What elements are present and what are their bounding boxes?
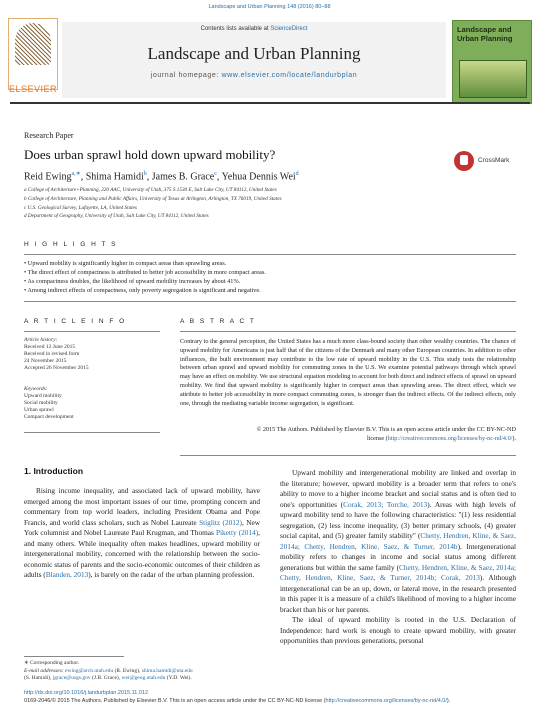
affiliation: a College of Architecture+Planning, 220 AAC, University of Utah, 375 S 1530 E, Salt Lake City, UT 84112, United States <box>24 187 277 193</box>
issn-line <box>24 698 524 705</box>
elsevier-tree-logo <box>8 18 58 90</box>
email-link[interactable]: jgrace@usgs.gov <box>52 675 91 681</box>
author-name[interactable]: Yehua Dennis Wei <box>221 171 296 183</box>
author-separator: , <box>146 171 152 183</box>
history-label: Article history: <box>24 337 58 343</box>
article-history <box>24 337 160 372</box>
intro-left-column <box>24 486 260 581</box>
keywords-label: Keywords: <box>24 386 48 392</box>
author-affil-sup[interactable]: a,∗ <box>71 171 81 177</box>
publisher-name: ELSEVIER <box>8 84 58 94</box>
issn-text: 0169-2046/© 2015 The Authors. Published by Elsevier B.V. This is an open access article under the CC BY-NC-ND license ( <box>24 698 326 704</box>
section-heading: 1. Introduction <box>24 466 84 476</box>
author-affil-sup[interactable]: c <box>214 171 217 177</box>
author-affil-sup[interactable]: d <box>295 171 299 177</box>
citation-link[interactable]: Chetty, Hendren, Kline, & Saez, 2014a; Chetty, Hendren, Kline, Saez, & Turner, 2014b; Corak, 2013 <box>280 562 517 582</box>
citation-link[interactable]: Stiglitz (2012) <box>199 517 242 527</box>
citation-link[interactable]: Blanden, 2013 <box>45 570 89 579</box>
history-item: Received in revised form <box>24 351 80 357</box>
intro-right-column <box>280 468 516 647</box>
highlights-heading: H I G H L I G H T S <box>24 241 118 248</box>
license-link[interactable]: http://creativecommons.org/licenses/by-nc-nd/4.0/ <box>387 435 513 442</box>
citation-link[interactable]: Chetty, Hendren, Kline, & Saez, 2014a; Chetty, Hendren, Kline, Saez, & Turner, 2014b <box>280 531 516 551</box>
sciencedirect-link[interactable]: ScienceDirect <box>270 26 308 32</box>
citation-link[interactable]: Piketty (2014) <box>215 528 259 537</box>
crossmark-badge[interactable] <box>454 150 512 174</box>
doi-link[interactable]: http://dx.doi.org/10.1016/j.landurbplan.2015.11.012 <box>24 690 149 696</box>
keyword: Social mobility <box>24 400 58 406</box>
divider <box>24 331 160 332</box>
author-affil-sup[interactable]: b <box>143 171 147 177</box>
tree-icon <box>15 23 51 65</box>
footnote-divider <box>24 656 124 657</box>
author-name[interactable]: Shima Hamidi <box>85 171 144 183</box>
history-item: Accepted 26 November 2015 <box>24 365 89 371</box>
body-text: Upward mobility and intergenerational mobility are linked and overlap in the literature; however, upward mobility is a broader term that refers to one's ability to move to a higher income bracket and social status and is often tied to one's opportunities ( <box>280 468 516 509</box>
journal-cover[interactable] <box>452 20 532 104</box>
crossmark-label: CrossMark <box>478 157 510 164</box>
copyright-line: © 2015 The Authors. Published by Elsevier B.V. This is an open access article under the CC BY-NC-ND <box>256 426 516 433</box>
journal-citation[interactable]: Landscape and Urban Planning 148 (2016) 80–88 <box>208 4 331 10</box>
email-label: E-mail addresses: <box>24 668 66 674</box>
email-addresses <box>24 668 274 682</box>
license-line <box>180 435 516 442</box>
crossmark-icon <box>454 151 474 171</box>
article-type: Research Paper <box>24 131 74 140</box>
keyword: Upward mobility <box>24 393 62 399</box>
keyword: Urban sprawl <box>24 407 54 413</box>
keyword: Compact development <box>24 414 74 420</box>
cover-image <box>459 60 527 98</box>
header-divider <box>10 102 530 104</box>
email-link[interactable]: shima.hamidi@uta.edu <box>141 668 193 674</box>
body-text: Rising income inequality, and associated lack of upward mobility, have emerged among the most important issues of our time, prompting concern and commentary from top world leaders, including President Obama and Pope Francis, and world class scholars, such as Nobel Laureate <box>24 486 260 527</box>
author-name[interactable]: Reid Ewing <box>24 171 72 183</box>
license-link[interactable]: http://creativecommons.org/licenses/by-nc-nd/4.0/ <box>325 698 447 704</box>
divider <box>180 455 516 456</box>
contents-line <box>62 26 446 32</box>
highlight-item: • Upward mobility is significantly higher in compact areas than sprawling areas. <box>24 260 227 267</box>
affiliation: c U.S. Geological Survey, Lafayette, LA, United States <box>24 205 137 211</box>
body-text: ). Although intergenerational can be an up, down, or lateral move, in the research presented in this paper it is a measure of a child's likelihood of moving to a higher income bracket than his or her parents. <box>280 573 516 614</box>
email-owner: (Y.D. Wei). <box>165 675 192 681</box>
body-text: , New York columnist and Nobel Laureate Paul Krugman, and Thomas <box>24 517 260 537</box>
license-prefix: license ( <box>366 435 388 442</box>
divider <box>24 254 516 255</box>
abstract-text: Contrary to the general perception, the United States has a much more class-bound society than other wealthy countries. The chance of upward mobility for Americans is just half that of the citizens of the Denmark and many other European countries. In addition to other influences, the built environment may contribute to the low rate of upward mobility in the U.S. This study tests the relationship between urban sprawl and upward mobility for commuting zones in the U.S. We examine potential pathways through which sprawl may have an effect on mobility. We use structural equation modeling to account for both direct and indirect effects of sprawl on upward mobility. We find that upward mobility is significantly higher in compact areas than sprawling areas. The direct effect, which we attribute to better job accessibility in more compact commuting zones, is stronger than the indirect effects. Of the indirect effects, only one, through the mediating variable income segregation, is significant. <box>180 338 516 407</box>
contents-prefix: Contents lists available at <box>200 26 271 32</box>
highlight-item: • Among indirect effects of compactness, only poverty segregation is significant and negative. <box>24 287 261 294</box>
license-suffix: ). <box>512 435 516 442</box>
homepage-link[interactable]: www.elsevier.com/locate/landurbplan <box>221 72 358 79</box>
keywords <box>24 386 160 421</box>
homepage-prefix: journal homepage: <box>150 72 222 79</box>
divider <box>24 301 516 302</box>
body-text: ). Intergenerational mobility refers to changes in income and social status among different generations but within the same family ( <box>280 541 517 572</box>
email-owner: (J.B. Grace), <box>90 675 122 681</box>
journal-title: Landscape and Urban Planning <box>147 44 361 63</box>
body-text: , and many others. While inequality often makes headlines, upward mobility or intergenerational mobility, concerned with the relationship between the socio-economic status of parents and the socio-economic outcomes of their children as adults ( <box>24 528 260 579</box>
divider <box>24 432 160 433</box>
divider <box>180 331 516 332</box>
body-text: The ideal of upward mobility is rooted in the U.S. Declaration of Independence: hard work is enough to create upward mobility, with greater opportunities than previous generations, personal <box>280 615 516 645</box>
body-text: ). Areas with high levels of upward mobility tend to have the following characteristics: "(1) less residential segregation, (2) less income inequality, (3) better primary schools, (4) greater social capital, and (5) greater family stability" ( <box>280 499 516 540</box>
journal-homepage <box>62 72 446 79</box>
history-item: Received 12 June 2015 <box>24 344 76 350</box>
corresponding-author: ∗ Corresponding author. <box>24 660 80 666</box>
email-link[interactable]: wei@geog.utah.edu <box>121 675 166 681</box>
affiliation: d Department of Geography, University of Utah, Salt Lake City, UT 84112, United States <box>24 213 209 219</box>
email-owner: (R. Ewing), <box>113 668 142 674</box>
cover-title: Landscape and Urban Planning <box>457 25 513 43</box>
highlight-item: • The direct effect of compactness is attributed to better job accessibility in more compact areas. <box>24 269 266 276</box>
author-name[interactable]: James B. Grace <box>151 171 215 183</box>
abstract-heading: A B S T R A C T <box>180 318 256 325</box>
author-separator: , <box>216 171 222 183</box>
email-owner: (S. Hamidi), <box>24 675 53 681</box>
author-separator: , <box>80 171 86 183</box>
author-list <box>24 170 299 182</box>
history-item: 24 November 2015 <box>24 358 67 364</box>
affiliation: b College of Architecture, Planning and Public Affairs, University of Texas at Arlington, Arlington, TX 76019, United States <box>24 196 282 202</box>
issn-end: ). <box>446 698 451 704</box>
highlight-item: • As compactness doubles, the likelihood of upward mobility increases by about 41%. <box>24 278 241 285</box>
email-link[interactable]: ewing@arch.utah.edu <box>65 668 114 674</box>
citation-link[interactable]: Corak, 2013; Torche, 2013 <box>343 499 428 509</box>
article-title: Does urban sprawl hold down upward mobility? <box>24 147 276 162</box>
article-info-heading: A R T I C L E I N F O <box>24 318 127 325</box>
body-text: ), is barely on the radar of the urban planning profession. <box>88 570 255 579</box>
